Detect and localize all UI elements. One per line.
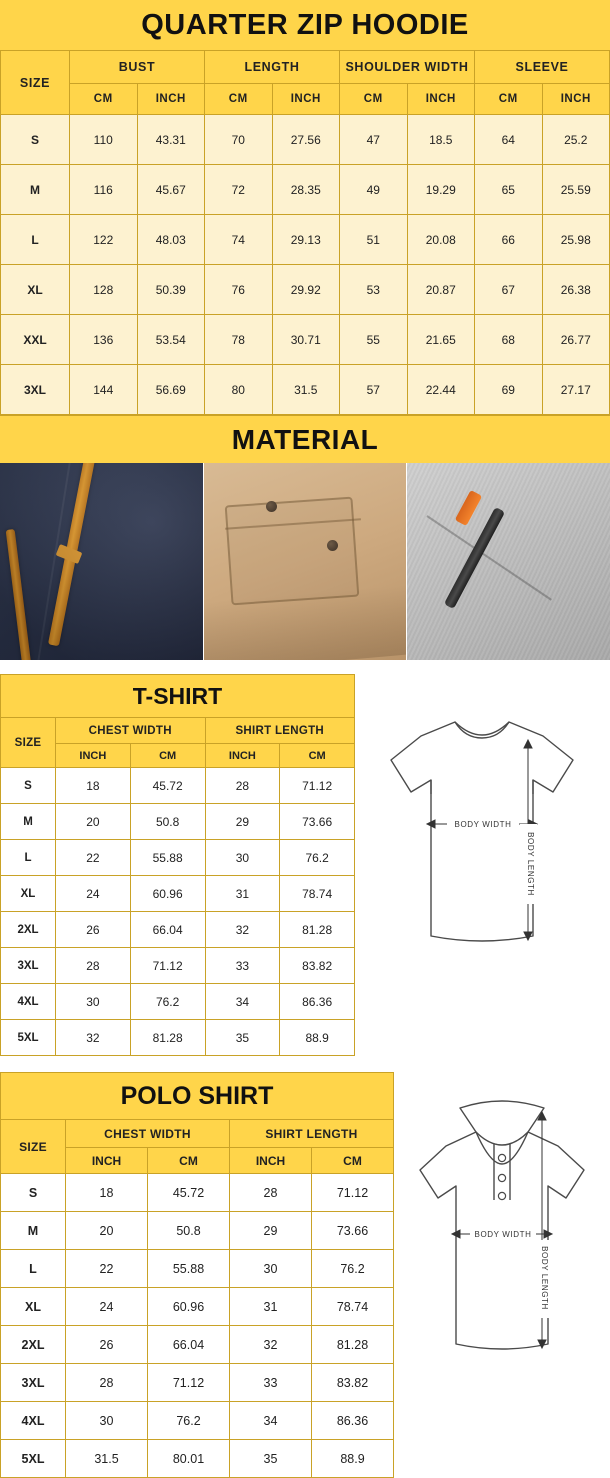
hoodie-row-size: S (1, 115, 70, 165)
hoodie-size-table (0, 50, 610, 415)
hoodie-cell: 20.87 (407, 265, 475, 315)
tshirt-cell: 29 (205, 804, 280, 840)
hoodie-cell: 50.39 (137, 265, 205, 315)
hoodie-cell: 51 (340, 215, 408, 265)
hoodie-row-size: 3XL (1, 365, 70, 415)
table-row (1, 1326, 394, 1364)
polo-cell: 34 (230, 1402, 312, 1440)
hoodie-cell: 20.08 (407, 215, 475, 265)
hoodie-cell: 26.38 (542, 265, 610, 315)
tshirt-size-table (0, 717, 355, 1056)
hoodie-cell: 144 (70, 365, 138, 415)
polo-cell: 73.66 (312, 1212, 394, 1250)
table-row (1, 1402, 394, 1440)
polo-cell: 31 (230, 1288, 312, 1326)
polo-cell: 71.12 (148, 1364, 230, 1402)
tshirt-cell: 28 (56, 948, 131, 984)
hoodie-cell: 29.13 (272, 215, 340, 265)
navy-hoodie-drawstring-photo (0, 463, 203, 660)
tshirt-cell: 81.28 (280, 912, 355, 948)
polo-cell: 71.12 (312, 1174, 394, 1212)
table-row (1, 215, 610, 265)
tshirt-row-size: XL (1, 876, 56, 912)
polo-cell: 32 (230, 1326, 312, 1364)
tshirt-section-title: T-SHIRT (0, 674, 355, 717)
hoodie-cell: 48.03 (137, 215, 205, 265)
tshirt-row-size: M (1, 804, 56, 840)
polo-row-size: XL (1, 1288, 66, 1326)
polo-cell: 18 (66, 1174, 148, 1212)
table-row (1, 1212, 394, 1250)
hoodie-cell: 70 (205, 115, 273, 165)
hoodie-cell: 78 (205, 315, 273, 365)
table-row (1, 804, 355, 840)
tshirt-cell: 24 (56, 876, 131, 912)
polo-col-shirt-length: SHIRT LENGTH (230, 1120, 394, 1148)
hoodie-cell: 72 (205, 165, 273, 215)
tshirt-line-art (355, 674, 610, 1004)
polo-cell: 66.04 (148, 1326, 230, 1364)
tshirt-cell: 55.88 (130, 840, 205, 876)
polo-cell: 45.72 (148, 1174, 230, 1212)
polo-cell: 33 (230, 1364, 312, 1402)
hoodie-cell: 43.31 (137, 115, 205, 165)
tshirt-cell: 26 (56, 912, 131, 948)
tshirt-cell: 22 (56, 840, 131, 876)
hoodie-cell: 136 (70, 315, 138, 365)
tshirt-unit-chest-inch: INCH (56, 744, 131, 768)
table-row (1, 1364, 394, 1402)
tshirt-body-width-label: BODY WIDTH (454, 820, 512, 829)
tshirt-cell: 86.36 (280, 984, 355, 1020)
table-row (1, 1288, 394, 1326)
tshirt-cell: 33 (205, 948, 280, 984)
hoodie-cell: 64 (475, 115, 543, 165)
hoodie-cell: 25.59 (542, 165, 610, 215)
polo-cell: 30 (230, 1250, 312, 1288)
tshirt-col-shirt-length: SHIRT LENGTH (205, 718, 355, 744)
tshirt-cell: 73.66 (280, 804, 355, 840)
tshirt-cell: 71.12 (130, 948, 205, 984)
hoodie-cell: 68 (475, 315, 543, 365)
hoodie-unit-length-cm: CM (205, 84, 273, 115)
polo-cell: 28 (66, 1364, 148, 1402)
hoodie-cell: 57 (340, 365, 408, 415)
hoodie-cell: 53.54 (137, 315, 205, 365)
polo-col-chest-width: CHEST WIDTH (66, 1120, 230, 1148)
polo-cell: 24 (66, 1288, 148, 1326)
tshirt-cell: 30 (205, 840, 280, 876)
material-section-title: MATERIAL (0, 415, 610, 463)
hoodie-cell: 74 (205, 215, 273, 265)
table-row (1, 840, 355, 876)
tshirt-section (0, 674, 610, 1056)
table-unit-row (1, 84, 610, 115)
table-row (1, 165, 610, 215)
polo-line-art (394, 1072, 610, 1392)
tshirt-cell: 66.04 (130, 912, 205, 948)
polo-cell: 26 (66, 1326, 148, 1364)
polo-cell: 83.82 (312, 1364, 394, 1402)
hoodie-unit-shoulder-cm: CM (340, 84, 408, 115)
tshirt-row-size: 2XL (1, 912, 56, 948)
hoodie-cell: 27.17 (542, 365, 610, 415)
hoodie-cell: 65 (475, 165, 543, 215)
hoodie-cell: 18.5 (407, 115, 475, 165)
polo-unit-chest-cm: CM (148, 1148, 230, 1174)
hoodie-cell: 67 (475, 265, 543, 315)
hoodie-col-bust: BUST (70, 51, 205, 84)
tshirt-row-size: 3XL (1, 948, 56, 984)
hoodie-cell: 122 (70, 215, 138, 265)
polo-cell: 22 (66, 1250, 148, 1288)
hoodie-unit-bust-cm: CM (70, 84, 138, 115)
hoodie-col-size: SIZE (1, 51, 70, 115)
hoodie-cell: 28.35 (272, 165, 340, 215)
hoodie-cell: 31.5 (272, 365, 340, 415)
polo-cell: 20 (66, 1212, 148, 1250)
hoodie-cell: 30.71 (272, 315, 340, 365)
hoodie-cell: 56.69 (137, 365, 205, 415)
table-row (1, 115, 610, 165)
tshirt-unit-length-inch: INCH (205, 744, 280, 768)
hoodie-cell: 19.29 (407, 165, 475, 215)
polo-cell: 78.74 (312, 1288, 394, 1326)
grey-fleece-zipper-pull-photo (407, 463, 610, 660)
table-header-row (1, 1120, 394, 1148)
tshirt-cell: 50.8 (130, 804, 205, 840)
hoodie-row-size: M (1, 165, 70, 215)
polo-cell: 30 (66, 1402, 148, 1440)
polo-section-title: POLO SHIRT (0, 1072, 394, 1119)
polo-cell: 31.5 (66, 1440, 148, 1478)
polo-cell: 29 (230, 1212, 312, 1250)
hoodie-row-size: L (1, 215, 70, 265)
tshirt-row-size: 4XL (1, 984, 56, 1020)
tshirt-cell: 35 (205, 1020, 280, 1056)
table-row (1, 265, 610, 315)
hoodie-cell: 22.44 (407, 365, 475, 415)
tshirt-cell: 32 (56, 1020, 131, 1056)
hoodie-unit-sleeve-inch: INCH (542, 84, 610, 115)
tshirt-row-size: L (1, 840, 56, 876)
tshirt-cell: 32 (205, 912, 280, 948)
hoodie-cell: 49 (340, 165, 408, 215)
tshirt-cell: 88.9 (280, 1020, 355, 1056)
table-row (1, 315, 610, 365)
polo-body-length-label: BODY LENGTH (540, 1246, 549, 1310)
table-row (1, 365, 610, 415)
polo-row-size: 3XL (1, 1364, 66, 1402)
hoodie-unit-bust-inch: INCH (137, 84, 205, 115)
hoodie-cell: 27.56 (272, 115, 340, 165)
hoodie-unit-shoulder-inch: INCH (407, 84, 475, 115)
tshirt-row-size: 5XL (1, 1020, 56, 1056)
tshirt-cell: 30 (56, 984, 131, 1020)
hoodie-unit-sleeve-cm: CM (475, 84, 543, 115)
polo-cell: 80.01 (148, 1440, 230, 1478)
khaki-sleeve-pocket-photo (204, 463, 407, 660)
polo-cell: 35 (230, 1440, 312, 1478)
polo-row-size: S (1, 1174, 66, 1212)
tshirt-col-chest-width: CHEST WIDTH (56, 718, 206, 744)
tshirt-cell: 78.74 (280, 876, 355, 912)
tshirt-cell: 28 (205, 768, 280, 804)
polo-cell: 50.8 (148, 1212, 230, 1250)
tshirt-cell: 45.72 (130, 768, 205, 804)
polo-unit-chest-inch: INCH (66, 1148, 148, 1174)
tshirt-cell: 81.28 (130, 1020, 205, 1056)
tshirt-cell: 34 (205, 984, 280, 1020)
table-row (1, 1250, 394, 1288)
polo-cell: 81.28 (312, 1326, 394, 1364)
polo-row-size: M (1, 1212, 66, 1250)
polo-unit-length-inch: INCH (230, 1148, 312, 1174)
table-row (1, 1440, 394, 1478)
tshirt-unit-length-cm: CM (280, 744, 355, 768)
polo-diagram (394, 1072, 610, 1478)
hoodie-section-title: QUARTER ZIP HOODIE (0, 0, 610, 50)
tshirt-cell: 60.96 (130, 876, 205, 912)
table-row (1, 1174, 394, 1212)
tshirt-cell: 31 (205, 876, 280, 912)
polo-section (0, 1072, 610, 1478)
hoodie-col-length: LENGTH (205, 51, 340, 84)
hoodie-cell: 26.77 (542, 315, 610, 365)
tshirt-cell: 20 (56, 804, 131, 840)
polo-row-size: 4XL (1, 1402, 66, 1440)
hoodie-cell: 116 (70, 165, 138, 215)
hoodie-cell: 21.65 (407, 315, 475, 365)
hoodie-cell: 55 (340, 315, 408, 365)
hoodie-col-sleeve: SLEEVE (475, 51, 610, 84)
polo-size-table (0, 1119, 394, 1478)
tshirt-col-size: SIZE (1, 718, 56, 768)
table-row (1, 912, 355, 948)
tshirt-unit-chest-cm: CM (130, 744, 205, 768)
hoodie-cell: 80 (205, 365, 273, 415)
hoodie-cell: 110 (70, 115, 138, 165)
hoodie-col-shoulder-width: SHOULDER WIDTH (340, 51, 475, 84)
polo-cell: 86.36 (312, 1402, 394, 1440)
polo-body-width-label: BODY WIDTH (474, 1230, 532, 1239)
polo-row-size: 2XL (1, 1326, 66, 1364)
tshirt-cell: 76.2 (280, 840, 355, 876)
tshirt-diagram (355, 674, 610, 1056)
hoodie-row-size: XL (1, 265, 70, 315)
tshirt-cell: 83.82 (280, 948, 355, 984)
tshirt-body-length-label: BODY LENGTH (526, 832, 535, 896)
hoodie-cell: 128 (70, 265, 138, 315)
table-header-row (1, 718, 355, 744)
hoodie-cell: 66 (475, 215, 543, 265)
tshirt-cell: 18 (56, 768, 131, 804)
table-row (1, 876, 355, 912)
hoodie-cell: 47 (340, 115, 408, 165)
polo-row-size: 5XL (1, 1440, 66, 1478)
polo-cell: 55.88 (148, 1250, 230, 1288)
polo-cell: 76.2 (148, 1402, 230, 1440)
table-header-row (1, 51, 610, 84)
table-row (1, 948, 355, 984)
hoodie-row-size: XXL (1, 315, 70, 365)
polo-row-size: L (1, 1250, 66, 1288)
polo-cell: 28 (230, 1174, 312, 1212)
polo-cell: 60.96 (148, 1288, 230, 1326)
polo-cell: 76.2 (312, 1250, 394, 1288)
tshirt-cell: 71.12 (280, 768, 355, 804)
polo-cell: 88.9 (312, 1440, 394, 1478)
tshirt-cell: 76.2 (130, 984, 205, 1020)
table-row (1, 1020, 355, 1056)
hoodie-cell: 45.67 (137, 165, 205, 215)
material-photo-strip (0, 463, 610, 660)
polo-col-size: SIZE (1, 1120, 66, 1174)
hoodie-cell: 69 (475, 365, 543, 415)
hoodie-cell: 29.92 (272, 265, 340, 315)
hoodie-cell: 76 (205, 265, 273, 315)
hoodie-cell: 53 (340, 265, 408, 315)
hoodie-unit-length-inch: INCH (272, 84, 340, 115)
hoodie-cell: 25.98 (542, 215, 610, 265)
polo-unit-length-cm: CM (312, 1148, 394, 1174)
table-row (1, 984, 355, 1020)
tshirt-row-size: S (1, 768, 56, 804)
table-row (1, 768, 355, 804)
hoodie-cell: 25.2 (542, 115, 610, 165)
